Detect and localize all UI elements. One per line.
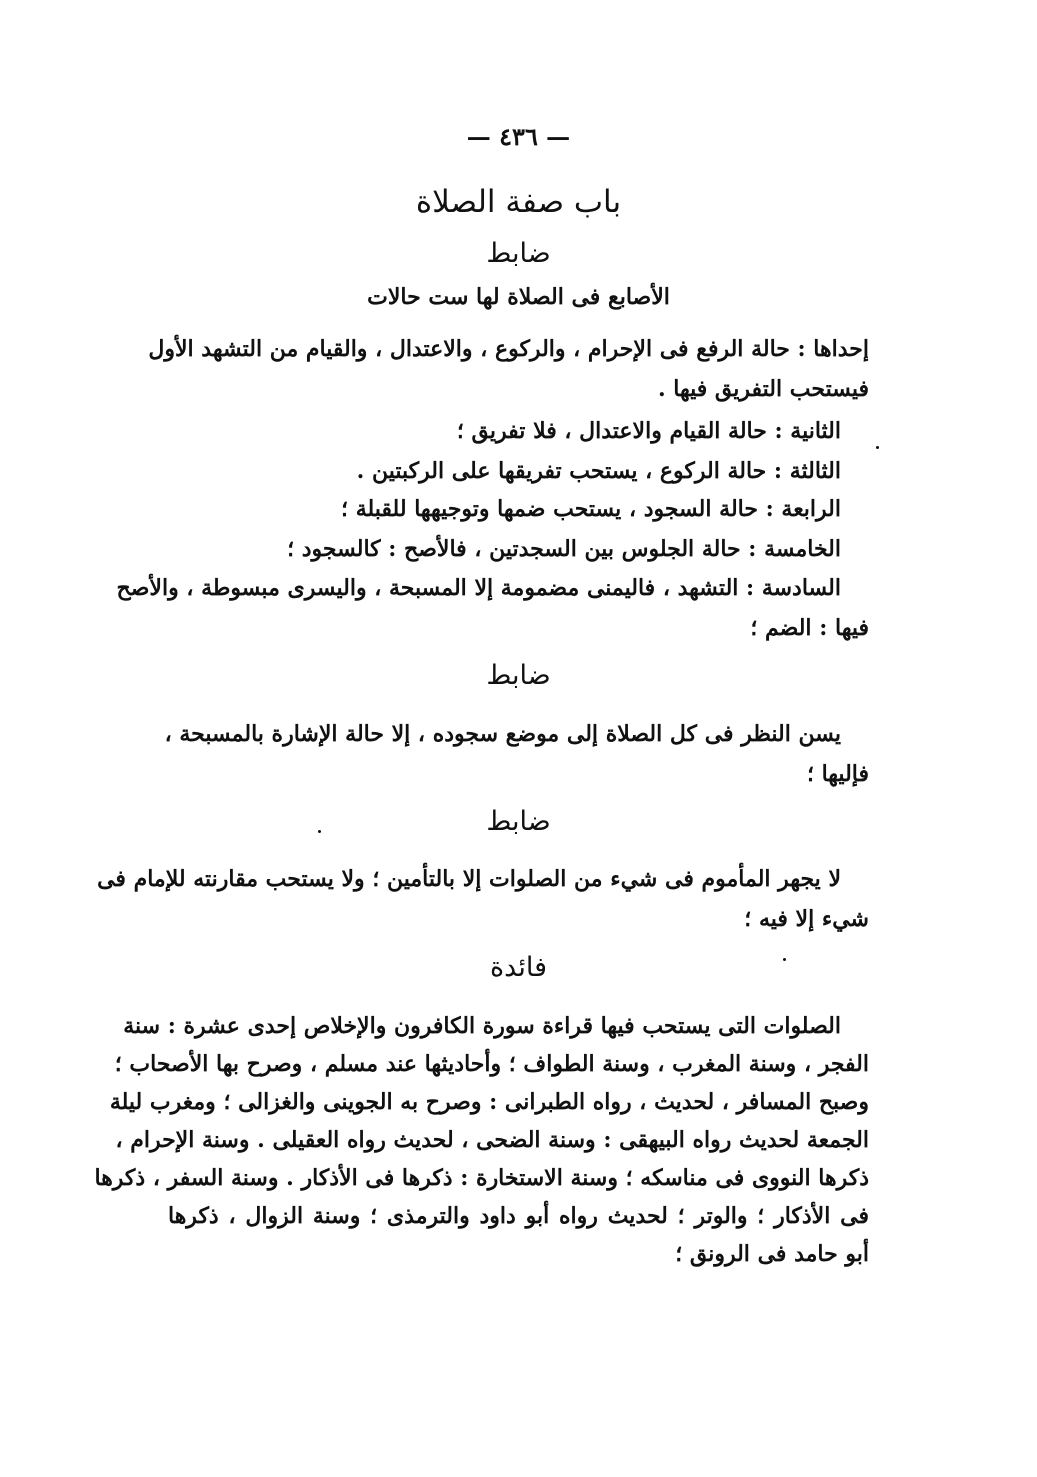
- text-line: فإليها ؛: [806, 761, 869, 787]
- text-line: الصلوات التى يستحب فيها قراءة سورة الكافرون والإخلاص إحدى عشرة : سنة: [123, 1013, 841, 1039]
- scan-speck: [876, 446, 879, 449]
- section-heading: فائدة: [490, 952, 547, 983]
- text-line: لا يجهر المأموم فى شيء من الصلوات إلا بالتأمين ؛ ولا يستحب مقارنته للإمام فى: [97, 866, 841, 892]
- text-line: شيء إلا فيه ؛: [744, 906, 869, 932]
- scan-speck: [318, 830, 321, 833]
- chapter-title: باب صفة الصلاة: [415, 184, 622, 220]
- scan-speck: [783, 958, 786, 961]
- text-line: السادسة : التشهد ، فاليمنى مضمومة إلا المسبحة ، واليسرى مبسوطة ، والأصح: [116, 575, 841, 601]
- text-line: فيها : الضم ؛: [750, 615, 869, 641]
- text-line: الثالثة : حالة الركوع ، يستحب تفريقها على الركبتين .: [356, 458, 841, 484]
- text-line: فيستحب التفريق فيها .: [657, 376, 869, 402]
- text-line: يسن النظر فى كل الصلاة إلى موضع سجوده ، إلا حالة الإشارة بالمسبحة ،: [164, 721, 841, 747]
- text-line: فى الأذكار ؛ والوتر ؛ لحديث رواه أبو داود والترمذى ؛ وسنة الزوال ، ذكرها: [168, 1203, 869, 1229]
- text-line: الجمعة لحديث رواه البيهقى : وسنة الضحى ، لحديث رواه العقيلى . وسنة الإحرام ،: [115, 1127, 869, 1153]
- text-line: الفجر ، وسنة المغرب ، وسنة الطواف ؛ وأحاديثها عند مسلم ، وصرح بها الأصحاب ؛: [114, 1051, 869, 1077]
- text-line: الرابعة : حالة السجود ، يستحب ضمها وتوجيهها للقبلة ؛: [341, 496, 841, 522]
- section-heading: ضابط: [486, 238, 551, 269]
- text-line: الثانية : حالة القيام والاعتدال ، فلا تفريق ؛: [456, 418, 841, 444]
- text-line: الخامسة : حالة الجلوس بين السجدتين ، فالأصح : كالسجود ؛: [287, 536, 841, 562]
- text-line: إحداها : حالة الرفع فى الإحرام ، والركوع ، والاعتدال ، والقيام من التشهد الأول: [148, 336, 869, 362]
- section-heading: ضابط: [486, 660, 551, 691]
- text-line: وصبح المسافر ، لحديث ، رواه الطبرانى : وصرح به الجوينى والغزالى ؛ ومغرب ليلة: [109, 1089, 869, 1115]
- section-subheading: الأصابع فى الصلاة لها ست حالات: [367, 284, 670, 310]
- text-line: أبو حامد فى الرونق ؛: [675, 1241, 869, 1267]
- page-number: — ٤٣٦ —: [466, 122, 571, 151]
- text-line: ذكرها النووى فى مناسكه ؛ وسنة الاستخارة : ذكرها فى الأذكار . وسنة السفر ، ذكرها: [94, 1165, 869, 1191]
- section-heading: ضابط: [486, 806, 551, 837]
